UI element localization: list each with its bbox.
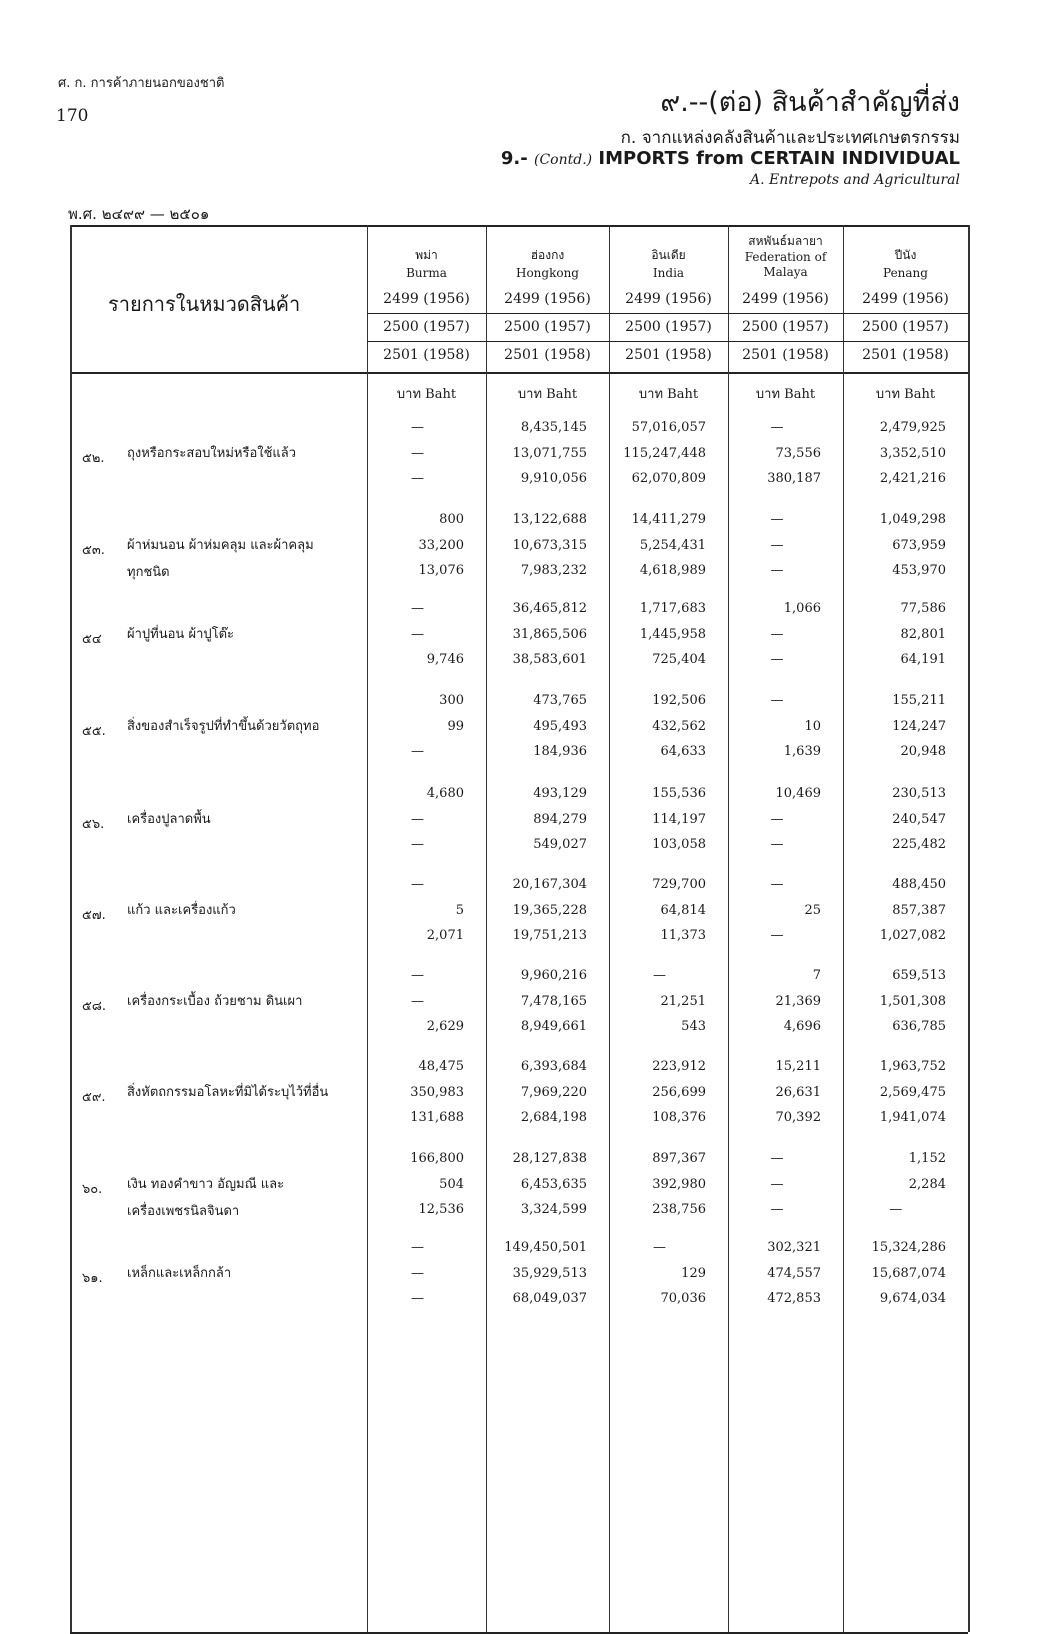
item-description: ผ้าห่มนอน ผ้าห่มคลุม และผ้าคลุม xyxy=(127,537,314,553)
year-label: 2499 (1956) xyxy=(742,291,829,307)
table-cell-value: 350,983 xyxy=(410,1084,464,1100)
column-header-thai: พม่า xyxy=(415,248,438,262)
table-cell-value: 725,404 xyxy=(652,652,706,667)
table-cell-value: 223,912 xyxy=(652,1059,706,1074)
table-cell-value: 488,450 xyxy=(892,877,946,892)
item-description: เงิน ทองคำขาว อัญมณี และ xyxy=(127,1176,285,1192)
table-cell-value: 11,373 xyxy=(660,928,706,943)
table-cell-value: — xyxy=(411,420,425,435)
page-number: 170 xyxy=(56,106,89,126)
table-cell-value: 9,674,034 xyxy=(879,1291,946,1306)
table-rule-vertical xyxy=(968,225,970,1632)
column-header-thai: ปีนัง xyxy=(894,248,917,262)
table-cell-value: 729,700 xyxy=(652,877,706,892)
table-cell-value: — xyxy=(411,1240,425,1255)
table-cell-value: 64,814 xyxy=(660,902,706,918)
table-cell-value: 453,970 xyxy=(892,563,946,578)
table-cell-value: 4,618,989 xyxy=(639,563,706,578)
table-cell-value: 6,453,635 xyxy=(520,1176,587,1192)
table-cell-value: 1,152 xyxy=(908,1151,946,1166)
title-thai: ๙.--(ต่อ) สินค้าสำคัญที่ส่ง xyxy=(660,87,960,118)
table-cell-value: 473,765 xyxy=(533,693,587,708)
table-cell-value: 10,673,315 xyxy=(512,537,587,553)
table-cell-value: 73,556 xyxy=(775,445,821,461)
table-cell-value: 474,557 xyxy=(767,1265,821,1281)
item-description: ผ้าปูที่นอน ผ้าปูโต๊ะ xyxy=(127,626,235,642)
table-cell-value: 20,167,304 xyxy=(512,877,587,892)
table-cell-value: 103,058 xyxy=(652,837,706,852)
table-cell-value: — xyxy=(770,928,784,943)
year-label: 2499 (1956) xyxy=(383,291,470,307)
table-cell-value: 240,547 xyxy=(892,811,946,827)
column-header-english: Hongkong xyxy=(515,266,579,280)
table-cell-value: 1,717,683 xyxy=(639,601,706,616)
table-cell-value: 28,127,838 xyxy=(512,1151,587,1166)
table-cell-value: 432,562 xyxy=(652,718,706,734)
table-cell-value: — xyxy=(411,968,425,983)
table-cell-value: 10 xyxy=(804,718,821,734)
table-cell-value: — xyxy=(411,837,425,852)
table-cell-value: 155,211 xyxy=(892,693,946,708)
item-description: สิ่งหัตถกรรมอโลหะที่มิได้ระบุไว้ที่อื่น xyxy=(127,1084,329,1100)
table-cell-value: 897,367 xyxy=(652,1151,706,1166)
column-header-english: Burma xyxy=(406,266,447,280)
unit-label: บาท Baht xyxy=(396,387,457,402)
unit-label: บาท Baht xyxy=(638,387,699,402)
item-code: ๕๘. xyxy=(82,998,107,1014)
table-cell-value: 256,699 xyxy=(652,1084,706,1100)
column-header-english: India xyxy=(652,266,685,280)
item-description: แก้ว และเครื่องแก้ว xyxy=(127,902,236,918)
table-cell-value: 19,751,213 xyxy=(512,928,587,943)
year-label: 2499 (1956) xyxy=(625,291,712,307)
period-label: พ.ศ. ๒๔๙๙ — ๒๕๐๑ xyxy=(68,205,210,223)
table-cell-value: 2,569,475 xyxy=(879,1084,946,1100)
table-cell-value: — xyxy=(889,1202,903,1217)
table-cell-value: 2,479,925 xyxy=(879,420,946,435)
table-cell-value: 2,629 xyxy=(426,1019,464,1034)
table-rule-horizontal xyxy=(367,313,968,314)
table-cell-value: 7 xyxy=(812,968,821,983)
column-header-thai: ฮ่องกง xyxy=(530,248,565,262)
table-cell-value: — xyxy=(411,471,425,486)
year-label: 2501 (1958) xyxy=(862,347,949,363)
table-cell-value: 7,478,165 xyxy=(520,993,587,1009)
year-label: 2500 (1957) xyxy=(862,319,949,335)
table-cell-value: 114,197 xyxy=(652,811,706,827)
item-description: เครื่องเพชรนิลจินดา xyxy=(127,1203,240,1219)
table-cell-value: 64,191 xyxy=(900,652,946,667)
table-cell-value: 9,910,056 xyxy=(520,471,587,486)
table-cell-value: 26,631 xyxy=(775,1084,821,1100)
table-cell-value: 57,016,057 xyxy=(631,420,706,435)
year-label: 2501 (1958) xyxy=(742,347,829,363)
item-description: ถุงหรือกระสอบใหม่หรือใช้แล้ว xyxy=(127,445,297,461)
table-cell-value: 48,475 xyxy=(418,1059,464,1074)
table-cell-value: 9,746 xyxy=(426,652,464,667)
table-cell-value: 800 xyxy=(439,512,464,527)
table-cell-value: 124,247 xyxy=(892,718,946,734)
item-code: ๕๙. xyxy=(82,1089,106,1105)
item-code: ๕๓. xyxy=(82,542,105,558)
table-cell-value: 238,756 xyxy=(652,1202,706,1217)
unit-label: บาท Baht xyxy=(517,387,578,402)
table-cell-value: — xyxy=(411,1265,425,1281)
item-description: เหล็กและเหล็กกล้า xyxy=(127,1265,232,1281)
table-cell-value: — xyxy=(770,512,784,527)
item-column-heading: รายการในหมวดสินค้า xyxy=(108,292,301,316)
table-cell-value: 1,445,958 xyxy=(639,626,706,642)
table-cell-value: 33,200 xyxy=(418,537,464,553)
table-cell-value: 64,633 xyxy=(660,744,706,759)
item-code: ๕๗. xyxy=(82,907,106,923)
column-header-english: Penang xyxy=(883,266,928,280)
year-label: 2501 (1958) xyxy=(625,347,712,363)
year-label: 2500 (1957) xyxy=(742,319,829,335)
table-cell-value: 35,929,513 xyxy=(512,1265,587,1281)
table-rule-vertical xyxy=(728,225,729,1632)
unit-label: บาท Baht xyxy=(755,387,816,402)
table-cell-value: — xyxy=(770,693,784,708)
table-cell-value: 543 xyxy=(681,1019,706,1034)
item-code: ๕๕. xyxy=(82,723,106,739)
table-cell-value: — xyxy=(770,1176,784,1192)
table-cell-value: 9,960,216 xyxy=(520,968,587,983)
column-header-english: Federation of Malaya xyxy=(744,250,827,279)
year-label: 2499 (1956) xyxy=(504,291,591,307)
table-cell-value: 155,536 xyxy=(652,786,706,801)
table-cell-value: 10,469 xyxy=(775,786,821,801)
table-cell-value: 82,801 xyxy=(900,626,946,642)
table-cell-value: 3,324,599 xyxy=(520,1202,587,1217)
table-cell-value: 13,076 xyxy=(418,563,464,578)
subtitle-thai: ก. จากแหล่งคลังสินค้าและประเทศเกษตรกรรม xyxy=(620,128,960,148)
table-cell-value: — xyxy=(770,563,784,578)
item-code: ๕๒. xyxy=(82,450,105,466)
table-cell-value: — xyxy=(770,1202,784,1217)
year-label: 2500 (1957) xyxy=(383,319,470,335)
table-cell-value: — xyxy=(770,537,784,553)
table-cell-value: 8,435,145 xyxy=(520,420,587,435)
item-code: ๕๖. xyxy=(82,816,105,832)
table-cell-value: 31,865,506 xyxy=(512,626,587,642)
table-cell-value: — xyxy=(770,1151,784,1166)
table-cell-value: 25 xyxy=(804,902,821,918)
table-cell-value: 857,387 xyxy=(892,902,946,918)
table-cell-value: 38,583,601 xyxy=(512,652,587,667)
table-cell-value: 1,941,074 xyxy=(879,1110,946,1125)
table-cell-value: 894,279 xyxy=(533,811,587,827)
running-head: ศ. ก. การค้าภายนอกของชาติ xyxy=(58,76,225,91)
table-rule-horizontal xyxy=(70,372,968,374)
item-code: ๕๔ xyxy=(82,631,102,647)
table-cell-value: 495,493 xyxy=(533,718,587,734)
table-cell-value: 472,853 xyxy=(767,1291,821,1306)
table-cell-value: 636,785 xyxy=(892,1019,946,1034)
table-cell-value: 673,959 xyxy=(892,537,946,553)
table-cell-value: 225,482 xyxy=(892,837,946,852)
table-cell-value: 6,393,684 xyxy=(520,1059,587,1074)
table-cell-value: 62,070,809 xyxy=(631,471,706,486)
item-code: ๖๑. xyxy=(82,1270,103,1286)
table-cell-value: 68,049,037 xyxy=(512,1291,587,1306)
table-cell-value: — xyxy=(770,652,784,667)
table-cell-value: — xyxy=(411,811,425,827)
table-cell-value: — xyxy=(653,1240,667,1255)
table-cell-value: 15,324,286 xyxy=(871,1240,946,1255)
table-cell-value: 20,948 xyxy=(900,744,946,759)
table-cell-value: — xyxy=(770,420,784,435)
year-label: 2499 (1956) xyxy=(862,291,949,307)
table-cell-value: 2,421,216 xyxy=(879,471,946,486)
table-cell-value: — xyxy=(411,445,425,461)
title-english-main: IMPORTS from CERTAIN INDIVIDUAL xyxy=(598,148,960,169)
subtitle-english: A. Entrepots and Agricultural xyxy=(749,172,960,188)
table-cell-value: 4,696 xyxy=(783,1019,821,1034)
table-cell-value: 15,211 xyxy=(775,1059,821,1074)
table-cell-value: 392,980 xyxy=(652,1176,706,1192)
table-cell-value: 1,963,752 xyxy=(879,1059,946,1074)
table-rule-horizontal xyxy=(367,341,968,342)
table-cell-value: 302,321 xyxy=(767,1240,821,1255)
table-cell-value: 13,071,755 xyxy=(512,445,587,461)
item-description: ทุกชนิด xyxy=(127,564,170,580)
item-description: เครื่องกระเบื้อง ถ้วยชาม ดินเผา xyxy=(127,993,303,1009)
title-english xyxy=(501,148,960,169)
table-cell-value: 184,936 xyxy=(533,744,587,759)
table-cell-value: 77,586 xyxy=(900,601,946,616)
table-cell-value: 70,392 xyxy=(775,1110,821,1125)
table-cell-value: 5,254,431 xyxy=(639,537,706,553)
table-cell-value: — xyxy=(411,744,425,759)
table-cell-value: 2,284 xyxy=(908,1176,946,1192)
item-description: สิ่งของสำเร็จรูปที่ทำขึ้นด้วยวัตถุทอ xyxy=(127,718,320,734)
table-cell-value: 7,969,220 xyxy=(520,1084,587,1100)
table-cell-value: 14,411,279 xyxy=(631,512,706,527)
title-english-number: 9.- xyxy=(500,148,528,169)
table-rule-vertical xyxy=(70,225,72,1632)
table-cell-value: 21,369 xyxy=(775,993,821,1009)
table-cell-value: 12,536 xyxy=(418,1202,464,1217)
year-label: 2500 (1957) xyxy=(625,319,712,335)
year-label: 2501 (1958) xyxy=(383,347,470,363)
table-cell-value: 1,049,298 xyxy=(879,512,946,527)
title-english-contd: (Contd.) xyxy=(534,152,593,168)
table-rule-horizontal xyxy=(70,225,968,227)
year-label: 2500 (1957) xyxy=(504,319,591,335)
table-cell-value: 7,983,232 xyxy=(520,563,587,578)
table-cell-value: 13,122,688 xyxy=(512,512,587,527)
table-cell-value: 2,071 xyxy=(426,928,464,943)
column-header-thai: อินเดีย xyxy=(651,248,686,262)
table-cell-value: 8,949,661 xyxy=(520,1019,587,1034)
item-code: ๖๐. xyxy=(82,1181,103,1197)
table-cell-value: — xyxy=(770,877,784,892)
column-header-thai: สหพันธ์มลายา xyxy=(748,234,823,248)
table-cell-value: 19,365,228 xyxy=(512,902,587,918)
year-label: 2501 (1958) xyxy=(504,347,591,363)
table-cell-value: 70,036 xyxy=(660,1291,706,1306)
table-cell-value: 166,800 xyxy=(410,1151,464,1166)
table-cell-value: 1,639 xyxy=(783,744,821,759)
table-cell-value: 15,687,074 xyxy=(871,1265,946,1281)
table-cell-value: 659,513 xyxy=(892,968,946,983)
table-cell-value: 149,450,501 xyxy=(504,1240,587,1255)
table-cell-value: — xyxy=(770,626,784,642)
item-description: เครื่องปูลาดพื้น xyxy=(127,811,211,827)
table-cell-value: 1,501,308 xyxy=(879,993,946,1009)
table-cell-value: 504 xyxy=(439,1176,464,1192)
table-cell-value: — xyxy=(411,1291,425,1306)
unit-label: บาท Baht xyxy=(875,387,936,402)
table-cell-value: — xyxy=(411,626,425,642)
table-cell-value: — xyxy=(770,837,784,852)
table-cell-value: 230,513 xyxy=(892,786,946,801)
table-cell-value: 36,465,812 xyxy=(512,601,587,616)
table-cell-value: — xyxy=(653,968,667,983)
table-cell-value: — xyxy=(770,811,784,827)
table-cell-value: 108,376 xyxy=(652,1110,706,1125)
table-cell-value: 21,251 xyxy=(660,993,706,1009)
table-cell-value: 129 xyxy=(681,1265,706,1281)
table-cell-value: — xyxy=(411,601,425,616)
table-cell-value: 99 xyxy=(447,718,464,734)
table-cell-value: 2,684,198 xyxy=(520,1110,587,1125)
table-cell-value: 1,027,082 xyxy=(879,928,946,943)
table-cell-value: 3,352,510 xyxy=(879,445,946,461)
table-cell-value: — xyxy=(411,877,425,892)
table-cell-value: 131,688 xyxy=(410,1110,464,1125)
table-cell-value: 1,066 xyxy=(783,601,821,616)
table-cell-value: 380,187 xyxy=(767,471,821,486)
table-cell-value: 192,506 xyxy=(652,693,706,708)
table-cell-value: 5 xyxy=(455,902,464,918)
table-cell-value: 549,027 xyxy=(533,837,587,852)
table-cell-value: 300 xyxy=(439,693,464,708)
table-cell-value: — xyxy=(411,993,425,1009)
table-cell-value: 4,680 xyxy=(426,786,464,801)
table-cell-value: 115,247,448 xyxy=(623,445,706,461)
table-cell-value: 493,129 xyxy=(533,786,587,801)
